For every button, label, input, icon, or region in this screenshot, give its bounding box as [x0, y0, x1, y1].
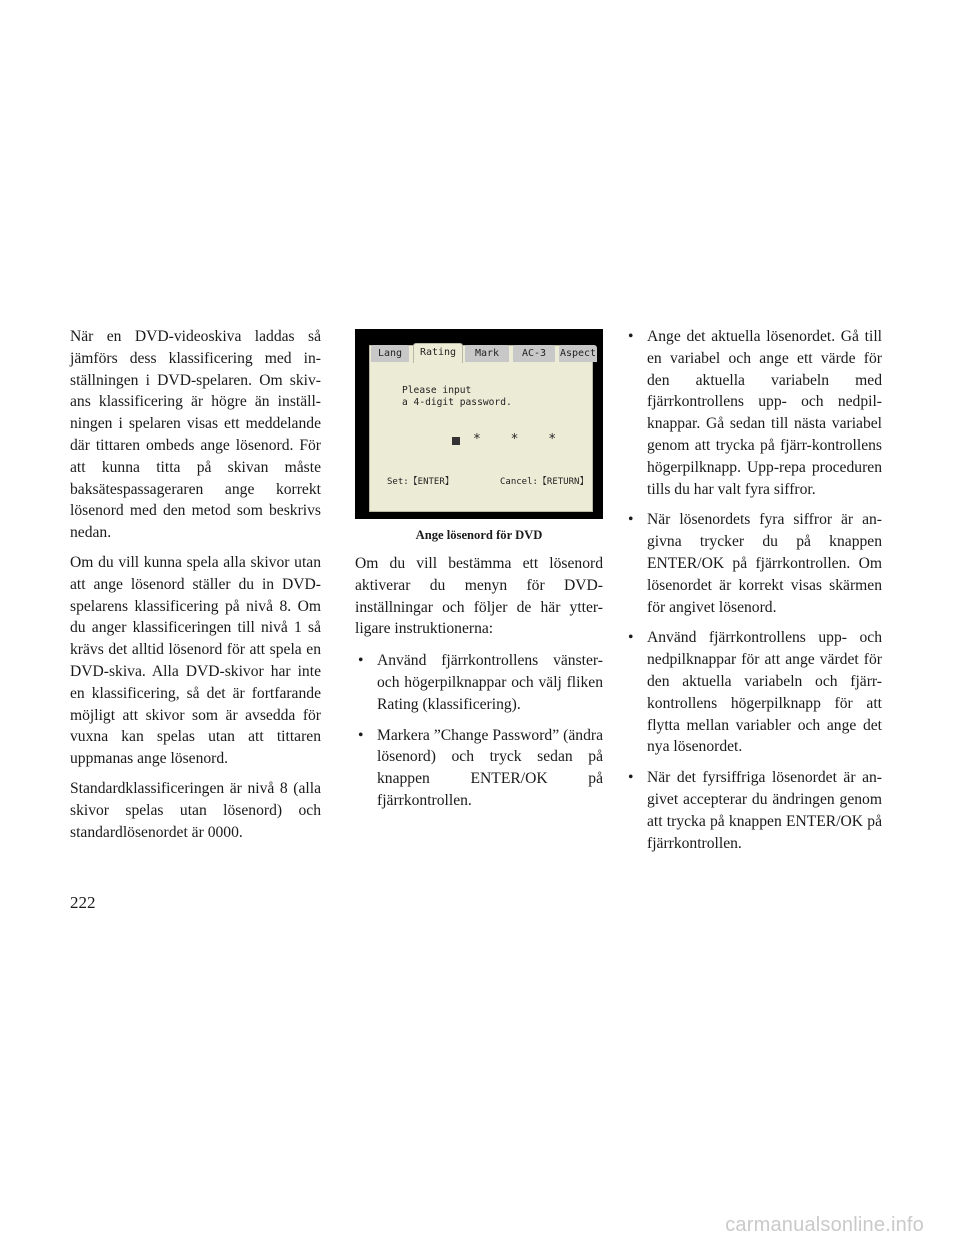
tab-rating: Rating [413, 343, 463, 363]
bullet-icon: • [628, 511, 634, 529]
password-cursor-box [452, 437, 460, 445]
set-enter-label: Set:【ENTER】 [387, 477, 454, 487]
password-stars: * * * [473, 432, 568, 447]
tab-mark: Mark [465, 345, 509, 362]
bullet-icon: • [628, 769, 634, 787]
figure-caption: Ange lösenord för DVD [415, 528, 543, 542]
column-middle [355, 553, 603, 821]
list-item: • När lösenordets fyra siffror är an-givna trycker du på knappen ENTER/OK på fjärrkontrollen. Om lösenordet är korrekt visas skärmen för angivet lösenord. [628, 511, 882, 616]
bullet-list [355, 650, 603, 812]
list-item: • Använd fjärrkontrollens upp- och nedpilknappar för att ange värdet för den aktuella variabeln och fjärr-kontrollens högerpilknapp för att flytta mellan variabler och ange det nya lösenordet. [628, 629, 882, 756]
tab-lang: Lang [371, 345, 409, 362]
page-number: 222 [70, 893, 96, 912]
bullet-icon: • [358, 726, 364, 744]
list-item: • Markera ”Change Password” (ändra lösenord) och tryck sedan på knappen ENTER/OK på fjärrkontrollen. [358, 726, 603, 809]
paragraph: När en DVD-videoskiva laddas så jämförs dess klassificering med in-ställningen i DVD-spelaren. Om skiv-ans klassificering är högre än inställ-ningen i spelaren visas ett meddelande där tittaren ombeds ange lösenord. För att kunna titta på skivan måste baksätespassageraren ange korrekt lösenord med den metod som beskrivs nedan. [70, 328, 321, 542]
paragraph: Om du vill kunna spela alla skivor utan att ange lösenord ställer du in DVD-spelarens klassificering på nivå 8. Om du anger klassificeringen till nivå 1 så krävs det alltid lösenord för att spela en DVD-skiva. Alla DVD-skivor har inte en klassificering, så det är fortfarande möjligt att skivor som är avsedda för vuxna kan spelas utan att tittaren uppmanas ange lösenord. [70, 553, 321, 768]
column-right [625, 326, 882, 863]
cancel-return-label: Cancel:【RETURN】 [500, 477, 589, 487]
dvd-menu-tabs [369, 345, 597, 363]
tab-aspect: Aspect [559, 345, 597, 362]
list-item: • När det fyrsiffriga lösenordet är an-givet accepterar du ändringen genom att trycka på knappen ENTER/OK på fjärrkontrollen. [628, 769, 882, 852]
bullet-icon: • [628, 328, 634, 345]
password-prompt-line1: Please input [402, 385, 472, 396]
bullet-list [625, 326, 882, 854]
list-item: • Använd fjärrkontrollens vänster- och högerpilknappar och välj fliken Rating (klassificering). [358, 652, 603, 713]
list-item: • Ange det aktuella lösenordet. Gå till en variabel och ange ett värde för den aktuella variabeln med fjärrkontrollens upp- och nedpil-knappar. Gå sedan till nästa variabel genom att trycka på fjärr-kontrollens högerpilknapp. Upp-repa proceduren tills du har valt fyra siffror. [628, 328, 882, 498]
paragraph: Om du vill bestämma ett lösenord aktiverar du menyn för DVD-inställningar och följer de här ytter-ligare instruktionerna: [355, 555, 603, 638]
watermark: carmanualsonline.info [725, 1214, 924, 1236]
dvd-password-screen-figure [355, 329, 603, 519]
bullet-icon: • [628, 629, 634, 647]
column-left [70, 326, 321, 851]
password-prompt-line2: a 4-digit password. [402, 397, 512, 408]
bullet-icon: • [358, 652, 364, 670]
paragraph: Standardklassificeringen är nivå 8 (alla skivor spelas utan lösenord) och standardlösenordet är 0000. [70, 779, 321, 841]
tab-ac3: AC-3 [513, 345, 555, 362]
